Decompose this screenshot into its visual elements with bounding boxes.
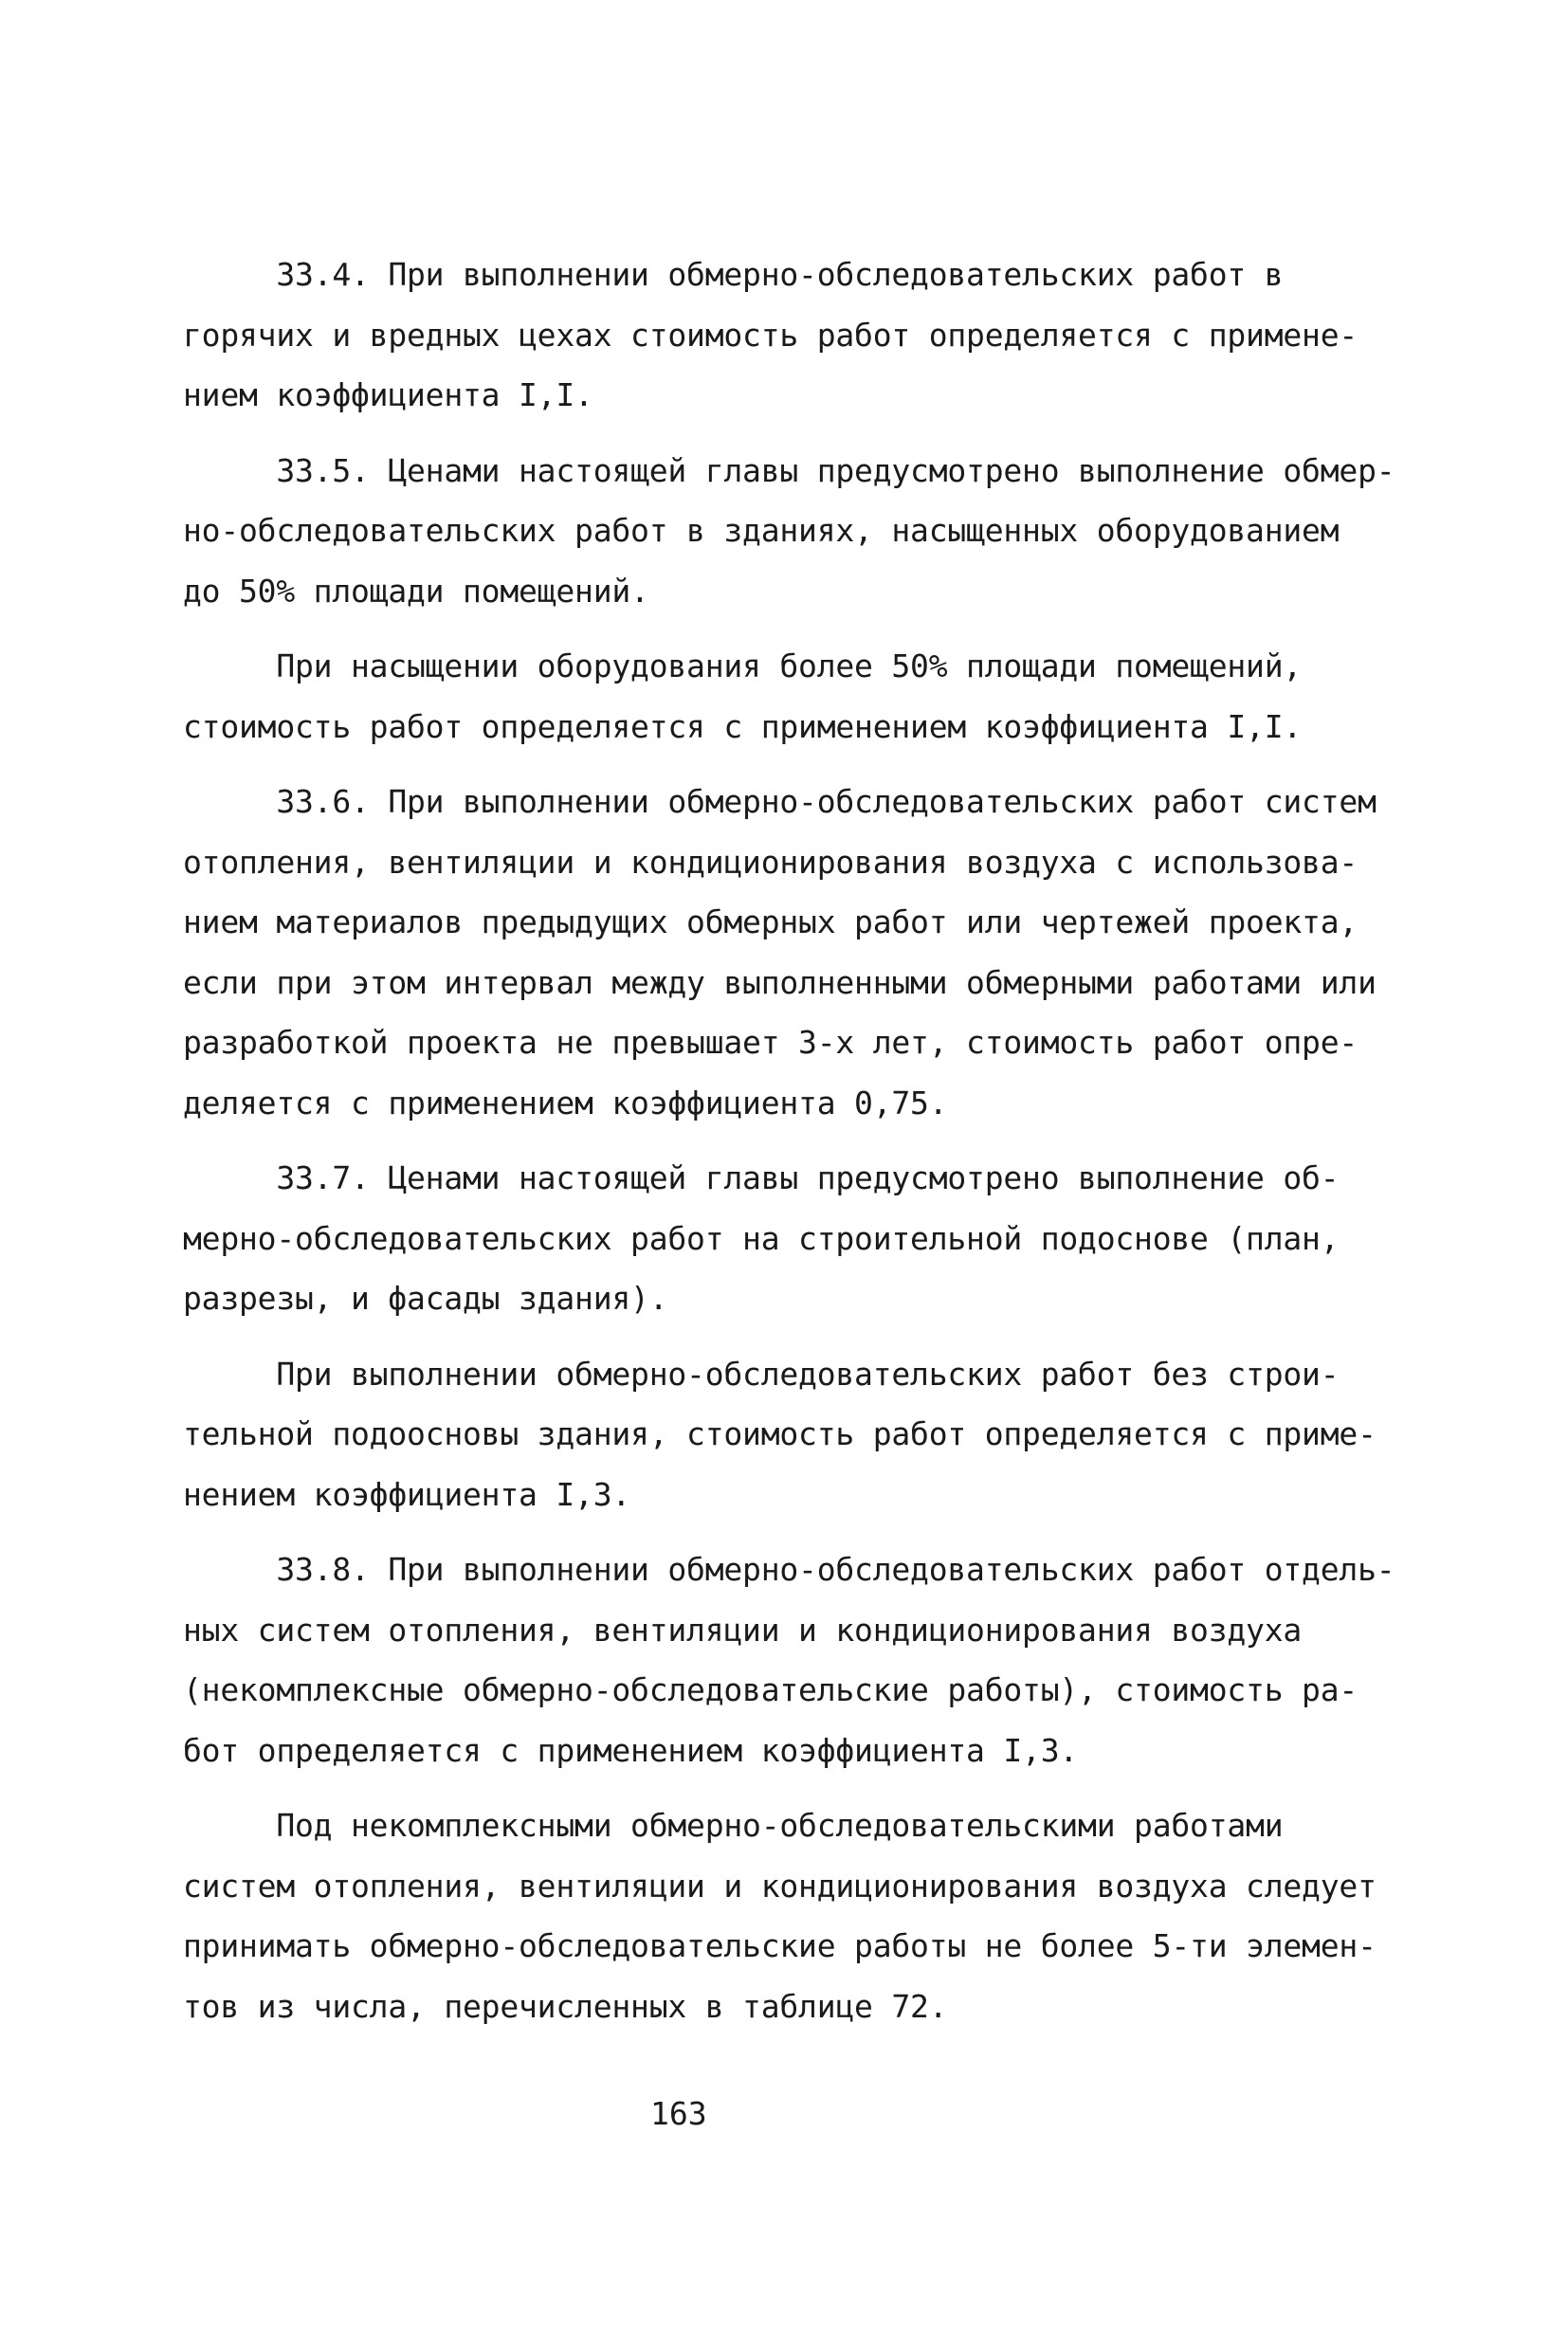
- text-line: При выполнении обмерно-обследовательских работ без строи-: [183, 1355, 1340, 1393]
- text-line: стоимость работ определяется с применением коэффициента I,I.: [183, 707, 1303, 745]
- text-line: систем отопления, вентиляции и кондиционирования воздуха следует: [183, 1867, 1377, 1905]
- text-line: 33.5. Ценами настоящей главы предусмотрено выполнение обмер-: [183, 451, 1395, 489]
- text-line: если при этом интервал между выполненными обмерными работами или: [183, 963, 1377, 1001]
- paragraph-33-6: [183, 772, 1415, 1133]
- paragraph-33-4: [183, 245, 1415, 426]
- text-line: принимать обмерно-обследовательские работы не более 5-ти элемен-: [183, 1927, 1377, 1964]
- text-line: нием материалов предыдущих обмерных работ или чертежей проекта,: [183, 903, 1358, 940]
- text-line: разработкой проекта не превышает 3-х лет, стоимость работ опре-: [183, 1024, 1358, 1061]
- text-line: 33.4. При выполнении обмерно-обследовательских работ в: [183, 256, 1284, 293]
- text-line: бот определяется с применением коэффициента I,3.: [183, 1731, 1079, 1769]
- text-line: 33.6. При выполнении обмерно-обследовательских работ систем: [183, 783, 1377, 820]
- paragraph-33-7-continued: [183, 1344, 1415, 1525]
- text-line: горячих и вредных цехах стоимость работ определяется с примене-: [183, 316, 1358, 354]
- text-line: мерно-обследовательских работ на строительной подоснове (план,: [183, 1219, 1340, 1257]
- text-line: разрезы, и фасады здания).: [183, 1280, 668, 1317]
- paragraph-33-5: [183, 441, 1415, 622]
- text-line: тельной подоосновы здания, стоимость работ определяется с приме-: [183, 1415, 1377, 1452]
- text-line: нием коэффициента I,I.: [183, 376, 593, 413]
- text-line: нением коэффициента I,3.: [183, 1475, 631, 1513]
- paragraph-33-5-continued: [183, 636, 1415, 757]
- text-line: При насыщении оборудования более 50% площади помещений,: [183, 647, 1303, 684]
- text-line: деляется с применением коэффициента 0,75.: [183, 1084, 948, 1121]
- text-line: (некомплексные обмерно-обследовательские работы), стоимость ра-: [183, 1671, 1358, 1708]
- text-line: отопления, вентиляции и кондиционирования воздуха с использова-: [183, 843, 1358, 881]
- text-line: Под некомплексными обмерно-обследовательскими работами: [183, 1807, 1284, 1844]
- text-line: ных систем отопления, вентиляции и кондиционирования воздуха: [183, 1611, 1303, 1649]
- paragraph-33-8-continued: [183, 1796, 1415, 2036]
- text-line: но-обследовательских работ в зданиях, насыщенных оборудованием: [183, 512, 1340, 549]
- text-line: тов из числа, перечисленных в таблице 72.: [183, 1987, 948, 2025]
- text-line: до 50% площади помещений.: [183, 572, 649, 610]
- paragraph-33-7: [183, 1148, 1415, 1329]
- text-line: 33.7. Ценами настоящей главы предусмотрено выполнение об-: [183, 1159, 1340, 1196]
- text-line: 33.8. При выполнении обмерно-обследовательских работ отдель-: [183, 1551, 1395, 1588]
- body-text: [183, 245, 1415, 2036]
- paragraph-33-8: [183, 1540, 1415, 1780]
- page-number: 163: [650, 2095, 707, 2132]
